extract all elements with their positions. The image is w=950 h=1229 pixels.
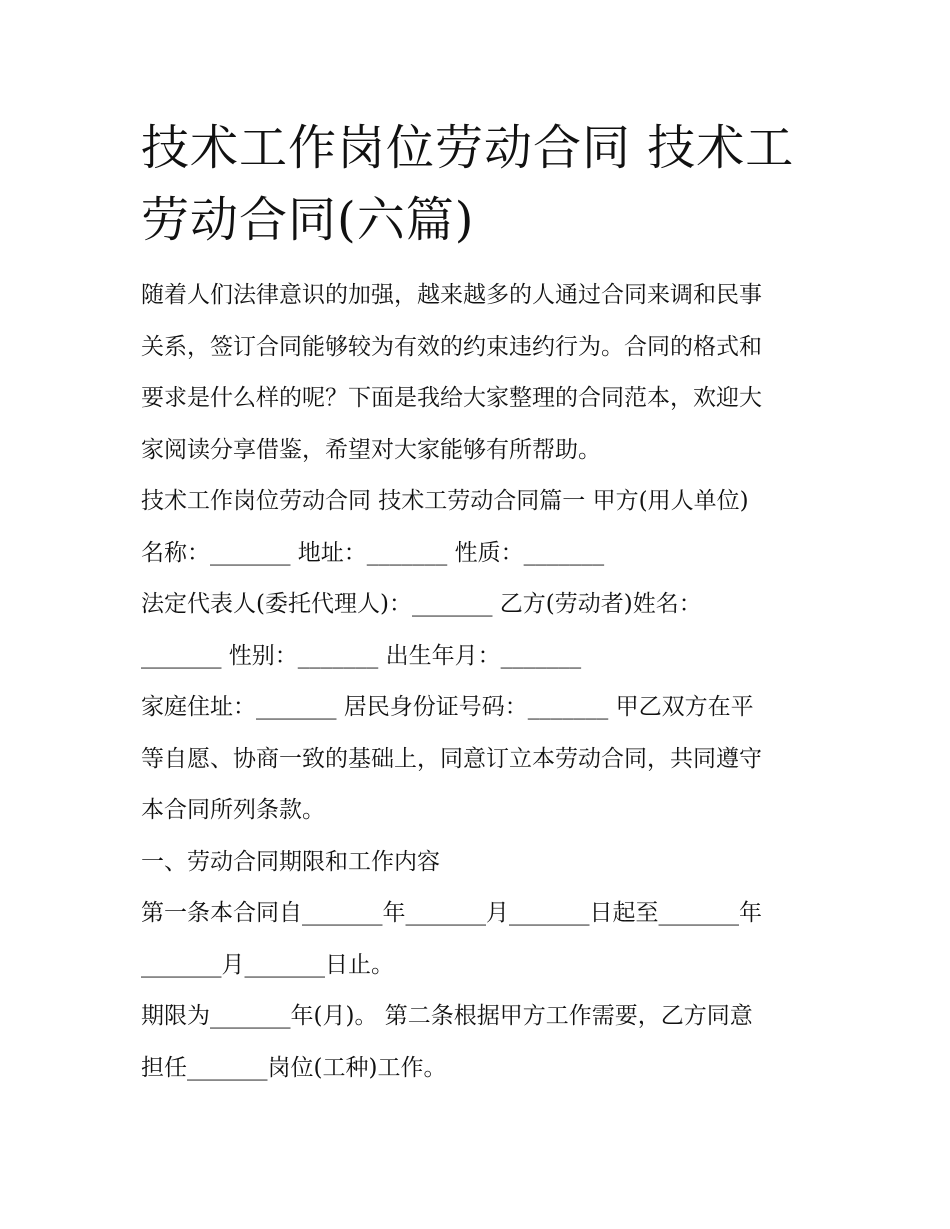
representative-line: 法定代表人(委托代理人)：_______ 乙方(劳动者)姓名： <box>141 591 702 617</box>
section-heading: 一、劳动合同期限和工作内容 <box>141 848 440 875</box>
intro-line: 家阅读分享借鉴，希望对大家能够有所帮助。 <box>141 436 601 463</box>
employee-info-line: _______ 性别：_______ 出生年月：_______ <box>141 642 582 669</box>
address-line: 家庭住址：_______ 居民身份证号码：_______ 甲乙双方在平 <box>141 694 754 720</box>
clause-line: 第一条本合同自_______年_______月_______日起至_______年 <box>141 900 762 926</box>
intro-line: 关系，签订合同能够较为有效的约束违约行为。合同的格式和 <box>141 333 762 360</box>
document-page <box>141 112 821 1094</box>
clause-line: 担任_______岗位(工种)工作。 <box>141 1054 447 1081</box>
document-title <box>141 112 821 256</box>
clause-line: _______月_______日止。 <box>141 951 394 978</box>
intro-line: 要求是什么样的呢？下面是我给大家整理的合同范本，欢迎大 <box>141 385 762 411</box>
agreement-line: 等自愿、协商一致的基础上，同意订立本劳动合同，共同遵守 <box>141 745 762 772</box>
title-line: 劳动合同(六篇) <box>141 192 475 248</box>
contract-heading-line: 技术工作岗位劳动合同 技术工劳动合同篇一 甲方(用人单位) <box>141 488 749 514</box>
intro-line: 随着人们法律意识的加强，越来越多的人通过合同来调和民事 <box>141 282 762 308</box>
title-line: 技术工作岗位劳动合同 技术工 <box>141 120 795 176</box>
clause-line: 期限为_______年(月)。 第二条根据甲方工作需要，乙方同意 <box>141 1003 753 1029</box>
agreement-line: 本合同所列条款。 <box>141 797 325 823</box>
employer-info-line: 名称：_______ 地址：_______ 性质：_______ <box>141 539 605 566</box>
